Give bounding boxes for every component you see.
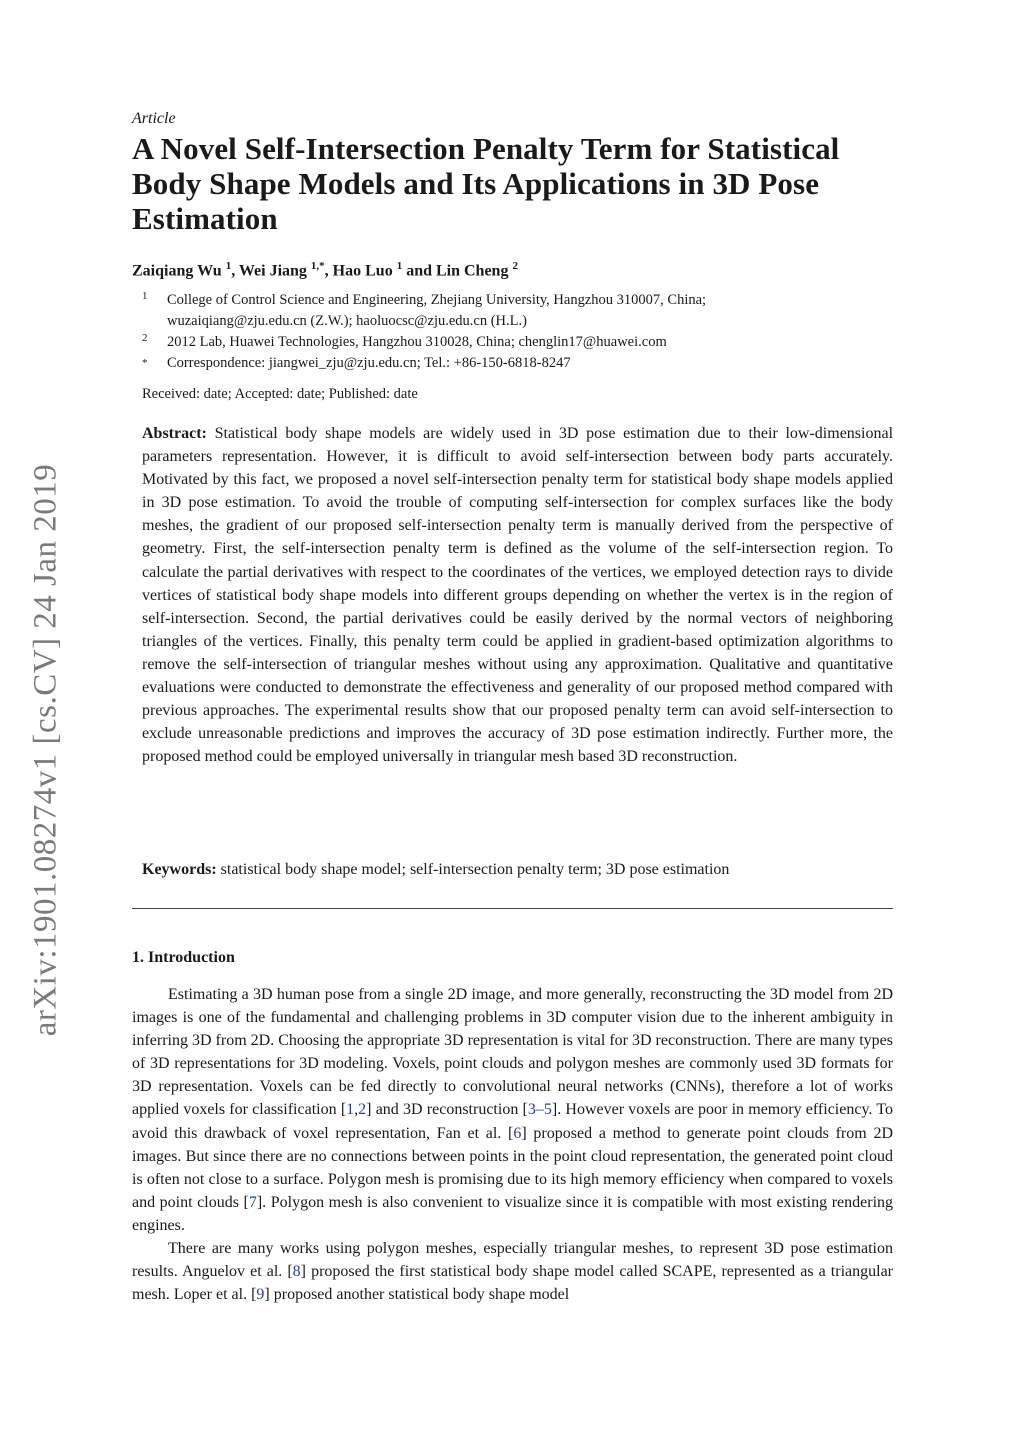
author-affiliation-mark: 1 bbox=[396, 260, 403, 272]
section-heading: 1. Introduction bbox=[132, 949, 235, 966]
body-paragraph bbox=[132, 1237, 893, 1306]
author-separator: , bbox=[231, 262, 239, 280]
arxiv-sidebar-stamp bbox=[18, 430, 74, 1070]
keywords bbox=[142, 861, 729, 879]
citation-link[interactable]: 8 bbox=[292, 1263, 301, 1281]
article-type-label: Article bbox=[132, 110, 176, 127]
author-name: Wei Jiang bbox=[238, 262, 311, 280]
affiliation-line: College of Control Science and Engineering, Zhejiang University, Hangzhou 310007, China; bbox=[167, 292, 707, 308]
citation-link[interactable]: 3–5 bbox=[527, 1101, 552, 1119]
author-affiliation-mark: 2 bbox=[512, 260, 518, 272]
paragraph-text: ] and 3D reconstruction [ bbox=[366, 1101, 528, 1119]
publication-dates: Received: date; Accepted: date; Published: date bbox=[142, 386, 418, 402]
author-name: Zaiqiang Wu bbox=[132, 262, 226, 280]
affiliation-marker: 2 bbox=[142, 332, 148, 344]
paragraph-text: ] proposed another statistical body shape model bbox=[264, 1286, 570, 1304]
paragraph-text: ]. However voxels are poor in memory efficiency. To avoid this drawback of voxel representation, Fan et al. [ bbox=[132, 1101, 893, 1142]
abstract bbox=[142, 422, 893, 768]
paragraph-text: ]. Polygon mesh is also convenient to visualize since it is compatible with most existing rendering engines. bbox=[132, 1193, 894, 1234]
arxiv-identifier: arXiv:1901.08274v1 [cs.CV] 24 Jan 2019 bbox=[27, 463, 64, 1037]
section-divider bbox=[132, 908, 893, 909]
author-list bbox=[132, 260, 518, 280]
citation-link[interactable]: 6 bbox=[513, 1124, 522, 1142]
author-separator: and bbox=[402, 262, 436, 280]
affiliation-line: 2012 Lab, Huawei Technologies, Hangzhou 310028, China; chenglin17@huawei.com bbox=[167, 334, 667, 350]
keywords-text: statistical body shape model; self-intersection penalty term; 3D pose estimation bbox=[220, 861, 730, 878]
author-name: Hao Luo bbox=[332, 262, 397, 280]
correspondence-marker: * bbox=[142, 357, 148, 369]
abstract-text: Statistical body shape models are widely used in 3D pose estimation due to their low-dimensional parameters representation. However, it is difficult to avoid self-intersection between body parts accurately. Motivated by this fact, we proposed a novel self-intersection penalty term for statistical body shape models applied in 3D pose estimation. To avoid the trouble of computing self-intersection for complex surfaces like the body meshes, the gradient of our proposed self-intersection penalty term is manually derived from the perspective of geometry. First, the self-intersection penalty term is defined as the volume of the self-intersection region. To calculate the partial derivatives with respect to the coordinates of the vertices, we employed detection rays to divide vertices of statistical body shape models into different groups depending on whether the vertex is in the region of self-intersection. Second, the partial derivatives could be easily derived by the normal vectors of neighboring triangles of the vertices. Finally, this penalty term could be applied in gradient-based optimization algorithms to remove the self-intersection of triangular meshes without using any approximation. Qualitative and quantitative evaluations were conducted to demonstrate the effectiveness and generality of our proposed method compared with previous approaches. The experimental results show that our proposed penalty term can avoid self-intersection to exclude unreasonable predictions and improves the accuracy of 3D pose estimation indirectly. Further more, the proposed method could be employed universally in triangular mesh based 3D reconstruction. bbox=[142, 425, 894, 766]
author-name: Lin Cheng bbox=[435, 262, 513, 280]
paragraph-text: Estimating a 3D human pose from a single 2D image, and more generally, reconstructing the 3D model from 2D images is one of the fundamental and challenging problems in 3D computer vision due to the inherent ambiguity in inferring 3D from 2D. Choosing the appropriate 3D representation is vital for 3D reconstruction. There are many types of 3D representations for 3D modeling. Voxels, point clouds and polygon meshes are commonly used 3D formats for 3D representation. Voxels can be fed directly to convolutional neural networks (CNNs), therefore a lot of works applied voxels for classification [ bbox=[132, 986, 893, 1119]
keywords-label: Keywords: bbox=[142, 861, 217, 878]
abstract-label: Abstract: bbox=[142, 425, 207, 442]
citation-link[interactable]: 1 bbox=[346, 1101, 355, 1119]
citation-link[interactable]: 7 bbox=[248, 1193, 257, 1211]
author-separator: , bbox=[324, 262, 333, 280]
author-affiliation-mark: 1 bbox=[225, 260, 232, 272]
citation-link[interactable]: 2 bbox=[358, 1101, 367, 1119]
affiliation-line: wuzaiqiang@zju.edu.cn (Z.W.); haoluocsc@zju.edu.cn (H.L.) bbox=[167, 313, 527, 329]
paragraph-text: ] proposed the first statistical body shape model called SCAPE, represented as a triangular mesh. Loper et al. [ bbox=[132, 1263, 893, 1304]
correspondence-line: Correspondence: jiangwei_zju@zju.edu.cn; Tel.: +86-150-6818-8247 bbox=[167, 355, 571, 371]
paragraph-text: There are many works using polygon meshes, especially triangular meshes, to represent 3D pose estimation results. Anguelov et al. [ bbox=[132, 1240, 893, 1281]
citation-link[interactable]: 9 bbox=[256, 1286, 265, 1304]
affiliation-marker: 1 bbox=[142, 290, 148, 302]
author-affiliation-mark: 1,* bbox=[310, 260, 325, 272]
paper-title: A Novel Self-Intersection Penalty Term for Statistical Body Shape Models and Its Applications in 3D Pose Estimation bbox=[132, 131, 840, 236]
paragraph-text: , bbox=[354, 1101, 359, 1119]
paragraph-text: ] proposed a method to generate point clouds from 2D images. But since there are no connections between points in the point cloud representation, the generated point cloud is often not close to a surface. Polygon mesh is promising due to its high memory efficiency when compared to voxels and point clouds [ bbox=[132, 1124, 893, 1211]
body-paragraph bbox=[132, 983, 893, 1237]
introduction-body bbox=[132, 983, 893, 1306]
